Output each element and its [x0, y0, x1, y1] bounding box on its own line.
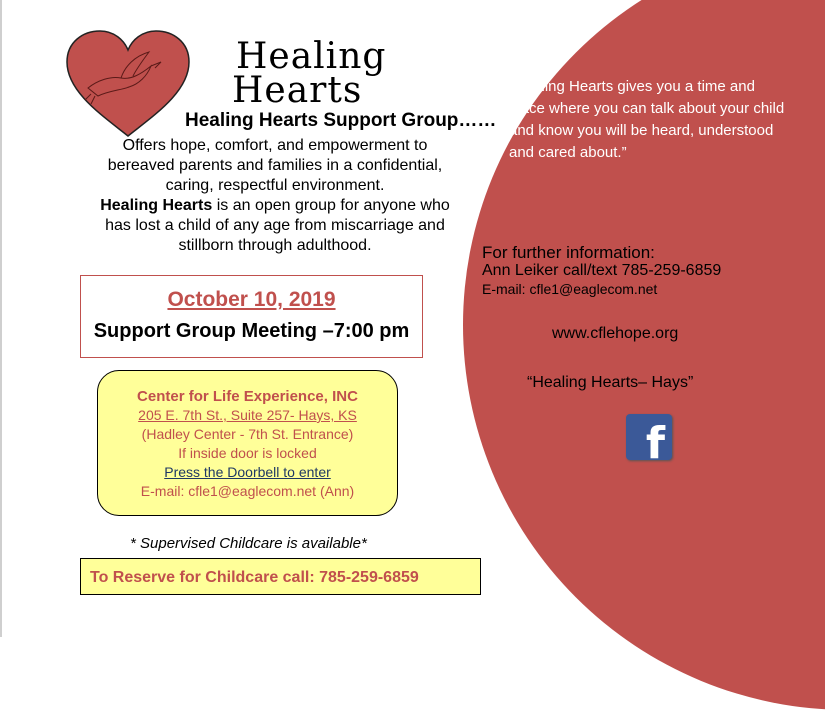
group-title: Healing Hearts Support Group……	[185, 110, 497, 131]
facebook-icon[interactable]	[626, 414, 672, 469]
meeting-date: October 10, 2019	[167, 288, 336, 311]
description-line: has lost a child of any age from miscarriage and	[105, 217, 445, 234]
logo-line-2: Hearts	[232, 70, 363, 111]
healing-hearts-logo-text	[232, 36, 387, 111]
description-line-rest: is an open group for anyone who	[212, 197, 450, 214]
facebook-page-name: “Healing Hearts– Hays”	[527, 374, 694, 391]
location-address: 205 E. 7th St., Suite 257- Hays, KS	[138, 407, 357, 423]
childcare-reserve-box: To Reserve for Childcare call: 785-259-6859	[80, 558, 481, 595]
location-locked-note: If inside door is locked	[178, 445, 317, 461]
testimonial-quote: “Healing Hearts gives you a time and place where you can talk about your child and know you will be heard, understood and cared about.”	[509, 78, 785, 161]
description-bold-name: Healing Hearts	[100, 197, 213, 214]
location-email: E-mail: cfle1@eaglecom.net (Ann)	[140, 483, 355, 499]
meeting-box	[80, 275, 423, 358]
location-name: Center for Life Experience, INC	[137, 388, 358, 405]
description-line: Offers hope, comfort, and empowerment to	[122, 137, 428, 154]
contact-heading: For further information:	[482, 243, 655, 262]
facebook-glyph: f	[645, 418, 665, 469]
contact-email: E-mail: cfle1@eaglecom.net	[482, 281, 658, 297]
description-line: stillborn through adulthood.	[178, 237, 372, 254]
description-line: bereaved parents and families in a confidential,	[107, 157, 443, 174]
description-line	[80, 196, 470, 216]
logo-line-1: Healing	[236, 36, 387, 77]
group-description	[80, 136, 470, 256]
website-link[interactable]: www.cflehope.org	[552, 325, 679, 342]
location-entrance: (Hadley Center - 7th St. Entrance)	[141, 426, 354, 442]
childcare-note: * Supervised Childcare is available*	[130, 535, 367, 552]
description-line: caring, respectful environment.	[165, 177, 385, 194]
doorbell-note: Press the Doorbell to enter	[164, 464, 331, 480]
page-edge	[0, 0, 2, 637]
contact-person: Ann Leiker call/text 785-259-6859	[482, 262, 722, 279]
contact-info	[482, 244, 721, 298]
location-box	[97, 370, 398, 516]
meeting-time: Support Group Meeting –7:00 pm	[93, 320, 410, 342]
heart-dove-icon	[63, 28, 193, 140]
